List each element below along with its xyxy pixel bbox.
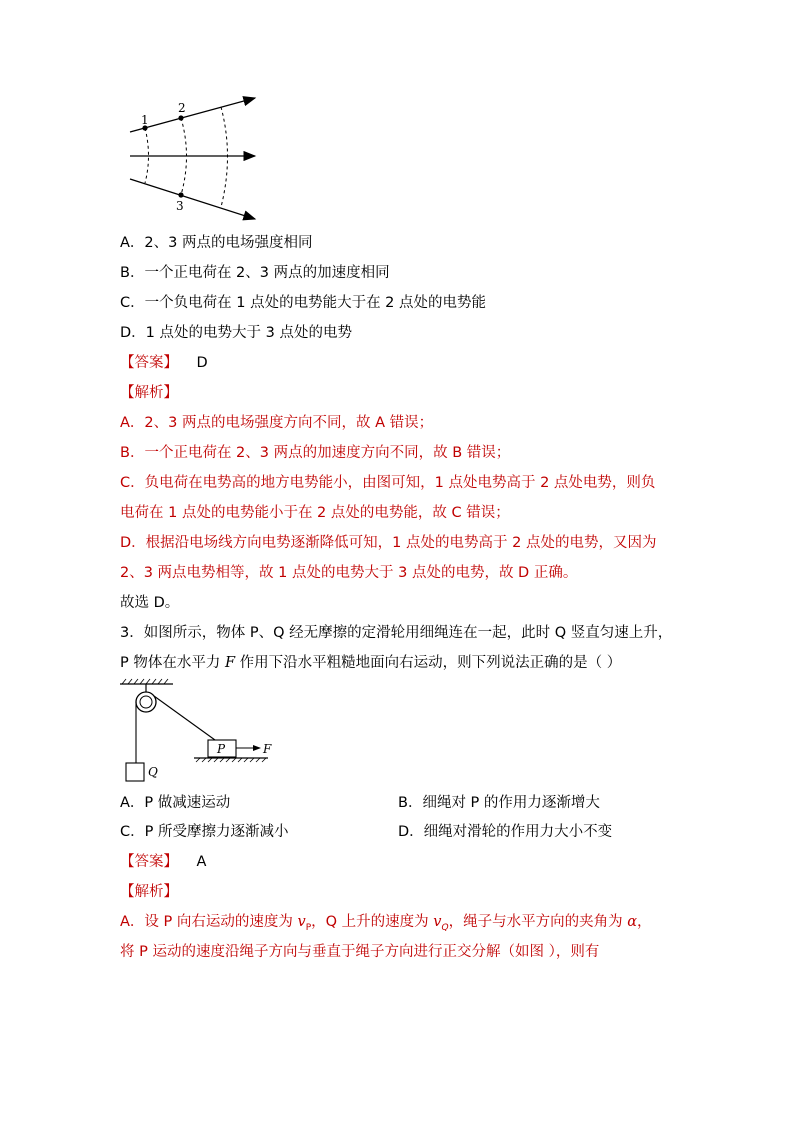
label-f: F xyxy=(263,742,272,756)
electric-field-figure xyxy=(120,90,280,230)
q3-option-d: D．细绳对滑轮的作用力大小不变 xyxy=(398,824,613,840)
q3-stem-text-b: 作用下沿水平粗糙地面向右运动，则下列说法正确的是（ ） xyxy=(235,655,622,671)
text: A．设 P 向右运动的速度为 xyxy=(120,914,298,930)
point-3 xyxy=(178,192,183,197)
rope-diagonal xyxy=(154,696,215,740)
v-symbol: v xyxy=(433,914,442,930)
answer-value: D xyxy=(196,355,208,371)
field-line-bottom xyxy=(130,179,255,219)
q2-analysis-line: 电荷在 1 点处的电势能小于在 2 点处的电势能，故 C 错误； xyxy=(120,505,510,521)
q3-stem-text-a: P 物体在水平力 xyxy=(120,655,225,671)
q3-option-b: B．细绳对 P 的作用力逐渐增大 xyxy=(398,795,600,811)
pulley-outer xyxy=(136,692,156,712)
label-p: P xyxy=(217,742,226,756)
q2-option-d: D．1 点处的电势大于 3 点处的电势 xyxy=(120,325,352,341)
q2-option-a: A．2、3 两点的电场强度相同 xyxy=(120,235,313,251)
alpha-symbol: α xyxy=(627,914,637,930)
text: ，绳子与水平方向的夹角为 xyxy=(448,914,628,930)
q2-analysis-line: D．根据沿电场线方向电势逐渐降低可知，1 点处的电势高于 2 点处的电势，又因为 xyxy=(120,535,657,551)
pulley-figure xyxy=(118,678,293,783)
q2-option-c: C．一个负电荷在 1 点处的电势能大于在 2 点处的电势能 xyxy=(120,295,487,311)
q2-answer xyxy=(120,353,208,373)
subscript-p: P xyxy=(305,922,312,933)
text: ，Q 上升的速度为 xyxy=(311,914,434,930)
field-line-top xyxy=(130,98,255,132)
q3-answer xyxy=(120,852,206,872)
force-symbol: F xyxy=(224,655,236,671)
answer-tag: 【答案】 xyxy=(120,854,178,870)
q3-analysis-line1 xyxy=(120,912,651,938)
answer-tag: 【答案】 xyxy=(120,355,178,371)
q3-analysis-line2: 将 P 运动的速度沿绳子方向与垂直于绳子方向进行正交分解（如图 ），则有 xyxy=(120,944,600,960)
v-symbol: v xyxy=(297,914,306,930)
equipotential-arc-3 xyxy=(221,107,228,207)
q3-option-a: A．P 做减速运动 xyxy=(120,795,231,811)
q2-analysis-line: 2、3 两点电势相等，故 1 点处的电势大于 3 点处的电势，故 D 正确。 xyxy=(120,565,578,581)
q2-analysis-line: C．负电荷在电势高的地方电势能小，由图可知，1 点处电势高于 2 点处电势，则负 xyxy=(120,475,656,491)
label-1: 1 xyxy=(141,113,149,127)
q2-analysis-line: A．2、3 两点的电场强度方向不同，故 A 错误； xyxy=(120,415,434,431)
point-2 xyxy=(178,115,183,120)
q3-stem-line2 xyxy=(120,653,621,673)
q2-analysis-line: B．一个正电荷在 2、3 两点的加速度方向不同，故 B 错误； xyxy=(120,445,511,461)
label-2: 2 xyxy=(178,101,186,115)
q2-analysis-tag: 【解析】 xyxy=(120,385,178,401)
subscript-q: Q xyxy=(441,922,449,933)
ceiling-hatch xyxy=(122,679,168,684)
q3-option-c: C．P 所受摩擦力逐渐减小 xyxy=(120,824,289,840)
q3-analysis-tag: 【解析】 xyxy=(120,884,178,900)
block-q xyxy=(126,763,144,781)
q2-conclusion: 故选 D。 xyxy=(120,595,180,611)
q3-stem-line1: 3．如图所示，物体 P、Q 经无摩擦的定滑轮用细绳连在一起，此时 Q 竖直匀速上升， xyxy=(120,625,673,641)
label-3: 3 xyxy=(176,199,184,213)
q2-option-b: B．一个正电荷在 2、3 两点的加速度相同 xyxy=(120,265,390,281)
answer-value: A xyxy=(196,854,207,870)
label-q: Q xyxy=(148,765,158,779)
text: ， xyxy=(636,914,652,930)
